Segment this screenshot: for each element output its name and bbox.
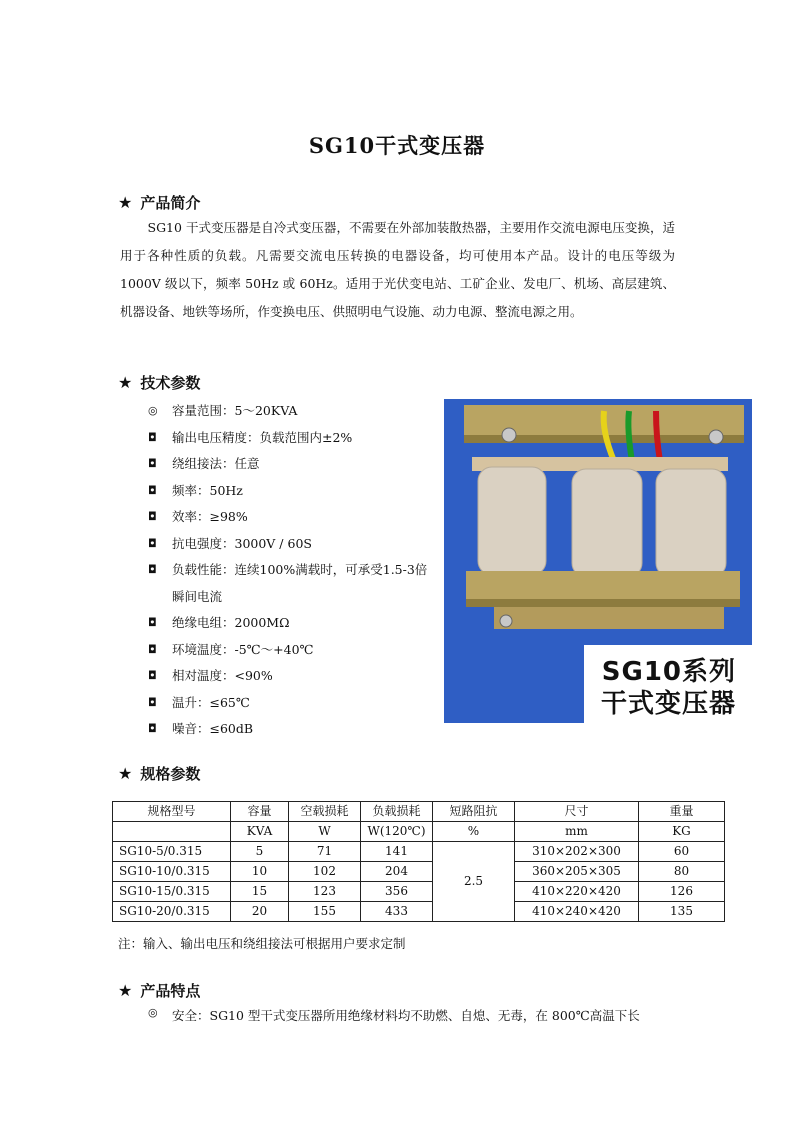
bullet-icon: ◘ (148, 510, 157, 523)
section-title: 产品简介 (140, 194, 201, 212)
param-item: ◘ 效率：≥98% (148, 504, 448, 531)
unit-cell: W (289, 822, 361, 842)
spec-table (112, 801, 725, 922)
header-cell: 空载损耗 (289, 802, 361, 822)
bullet-icon: ◘ (148, 616, 157, 629)
param-item: ◘ 环境温度：-5℃～+40℃ (148, 637, 448, 664)
header-cell: 短路阻抗 (433, 802, 515, 822)
star-icon: ★ (118, 764, 133, 783)
bullet-icon: ◘ (148, 669, 157, 682)
param-item: ◘ 相对温度：<90% (148, 663, 448, 690)
param-item: ◘ 负载性能：连续100%满载时，可承受1.5-3倍瞬间电流 (148, 557, 448, 610)
unit-cell: W(120℃) (361, 822, 433, 842)
intro-paragraph: SG10 干式变压器是自冷式变压器，不需要在外部加装散热器，主要用作交流电源电压变换，适用于各种性质的负载。凡需要交流电压转换的电器设备，均可使用本产品。设计的电压等级为 1000V 级以下，频率 50Hz 或 60Hz。适用于光伏变电站、工矿企业、发电厂、机场、高层建筑、机器设备、地铁等场所，作变换电压、供照明电气设施、动力电源、整流电源之用。 (120, 220, 675, 319)
table-header-row (113, 802, 725, 822)
header-cell: 负载损耗 (361, 802, 433, 822)
bullet-icon: ◘ (148, 457, 157, 470)
param-item: ◘ 噪音：≤60dB (148, 716, 448, 743)
table-row: SG10-5/0.315 5 71 141 2.5 310×202×300 60 (113, 842, 725, 862)
bullet-icon: ◘ (148, 563, 157, 576)
unit-cell: KVA (231, 822, 289, 842)
section-heading-tech (118, 372, 200, 393)
unit-cell: KG (639, 822, 725, 842)
section-heading-spec (118, 763, 200, 784)
photo-caption-line2: 干式变压器 (600, 689, 736, 719)
header-cell: 重量 (639, 802, 725, 822)
tech-param-list (148, 398, 448, 743)
impedance-cell: 2.5 (433, 842, 515, 922)
table-row: SG10-20/0.315 20 155 433 410×240×420 135 (113, 902, 725, 922)
table-unit-row (113, 822, 725, 842)
bullet-icon: ◘ (148, 695, 157, 709)
bullet-icon: ◘ (148, 536, 157, 550)
photo-caption-line1: SG10系列 (601, 657, 736, 687)
param-item: ◘ 抗电强度：3000V / 60S (148, 531, 448, 558)
section-heading-features (118, 980, 200, 1001)
param-item: ◎ 容量范围：5～20KVA (148, 398, 448, 425)
bullet-icon: ◎ (148, 404, 158, 417)
unit-cell: mm (515, 822, 639, 842)
section-heading-intro (118, 192, 200, 213)
param-item: ◘ 频率：50Hz (148, 478, 448, 505)
bullet-icon: ◘ (148, 642, 157, 656)
bullet-icon: ◘ (148, 430, 157, 444)
section-title: 技术参数 (140, 374, 201, 392)
star-icon: ★ (118, 373, 133, 392)
bullet-icon: ◘ (148, 483, 157, 497)
star-icon: ★ (118, 981, 133, 1000)
section-title: 产品特点 (140, 982, 201, 1000)
header-cell: 尺寸 (515, 802, 639, 822)
header-cell: 规格型号 (113, 802, 231, 822)
feature-item: ◎ 安全：SG10 型干式变压器所用绝缘材料均不助燃、自熄、无毒，在 800℃高温下长 (148, 1006, 640, 1023)
table-row: SG10-15/0.315 15 123 356 410×220×420 126 (113, 882, 725, 902)
unit-cell: % (433, 822, 515, 842)
header-cell: 容量 (231, 802, 289, 822)
param-item: ◘ 输出电压精度：负载范围内±2% (148, 425, 448, 452)
section-title: 规格参数 (140, 765, 201, 783)
table-row: SG10-10/0.315 10 102 204 360×205×305 80 (113, 862, 725, 882)
page-title: SG10干式变压器 (308, 133, 486, 158)
transformer-photo (444, 399, 752, 723)
star-icon: ★ (118, 193, 133, 212)
spec-note: 注：输入、输出电压和绕组接法可根据用户要求定制 (118, 936, 406, 951)
bullet-icon: ◎ (148, 1006, 158, 1019)
bullet-icon: ◘ (148, 722, 157, 735)
param-item: ◘ 绝缘电组：2000MΩ (148, 610, 448, 637)
unit-cell (113, 822, 231, 842)
param-item: ◘ 温升：≤65℃ (148, 690, 448, 717)
param-item: ◘ 绕组接法：任意 (148, 451, 448, 478)
